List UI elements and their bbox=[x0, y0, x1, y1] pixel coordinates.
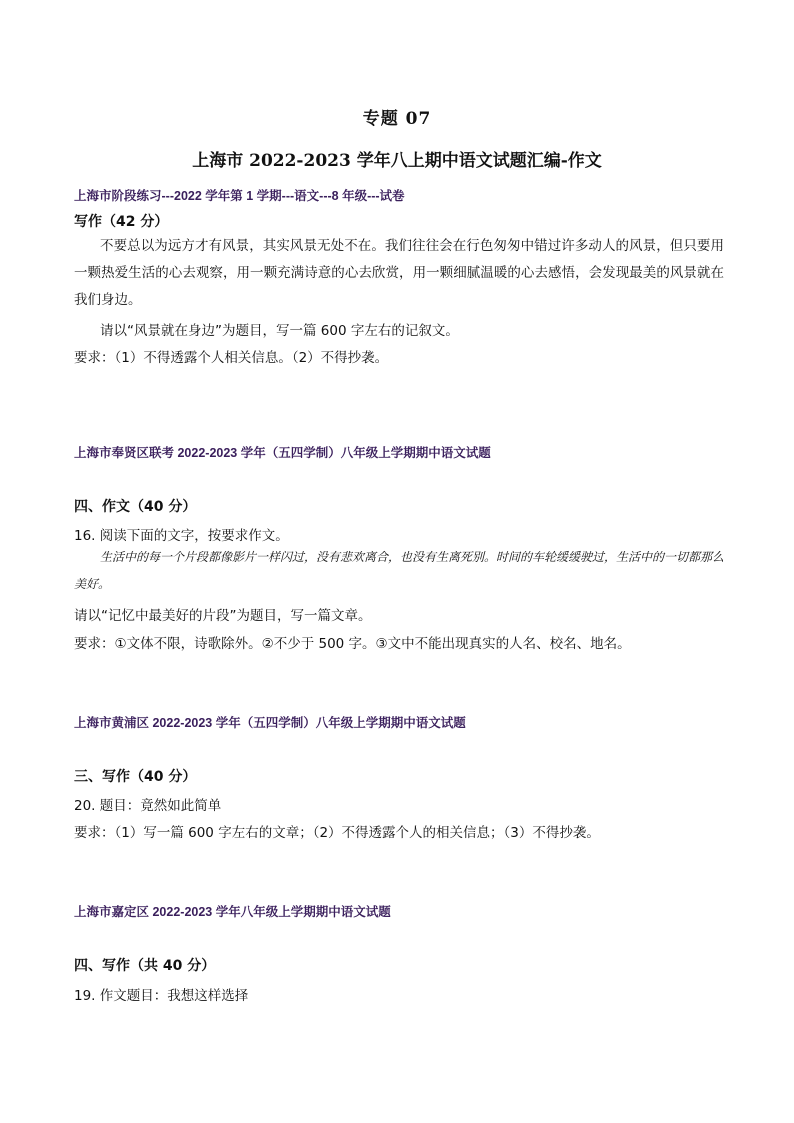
section-source: 上海市嘉定区 2022-2023 学年八年级上学期期中语文试题 bbox=[74, 905, 391, 919]
essay-requirement: 要求：（1）不得透露个人相关信息。（2）不得抄袭。 bbox=[74, 350, 389, 366]
question-text: 16. 阅读下面的文字，按要求作文。 bbox=[74, 528, 289, 544]
section-heading: 四、作文（40 分） bbox=[74, 499, 197, 515]
question-text: 19. 作文题目：我想这样选择 bbox=[74, 988, 249, 1004]
quoted-passage: 生活中的每一个片段都像影片一样闪过，没有悲欢离合，也没有生离死别。时间的车轮缓缓驶过，生活中的一切都那么美好。 bbox=[74, 550, 725, 591]
document-title: 上海市 2022-2023 学年八上期中语文试题汇编-作文 bbox=[192, 151, 602, 171]
section-source: 上海市奉贤区联考 2022-2023 学年（五四学制）八年级上学期期中语文试题 bbox=[74, 446, 491, 460]
section-heading: 四、写作（共 40 分） bbox=[74, 958, 216, 974]
essay-requirement: 要求：①文体不限，诗歌除外。②不少于 500 字。③文中不能出现真实的人名、校名、地名。 bbox=[74, 636, 631, 652]
question-text: 20. 题目：竟然如此简单 bbox=[74, 798, 222, 814]
section-source: 上海市阶段练习---2022 学年第 1 学期---语文---8 年级---试卷 bbox=[74, 189, 405, 203]
section-source: 上海市黄浦区 2022-2023 学年（五四学制）八年级上学期期中语文试题 bbox=[74, 716, 466, 730]
section-heading: 写作（42 分） bbox=[74, 214, 169, 230]
topic-number: 专题 07 bbox=[362, 109, 432, 129]
essay-prompt: 请以“风景就在身边”为题目，写一篇 600 字左右的记叙文。 bbox=[100, 323, 459, 339]
essay-requirement: 要求：（1）写一篇 600 字左右的文章；（2）不得透露个人的相关信息；（3）不得抄袭。 bbox=[74, 825, 600, 841]
section-heading: 三、写作（40 分） bbox=[74, 769, 197, 785]
essay-paragraph: 不要总以为远方才有风景，其实风景无处不在。我们往往会在行色匆匆中错过许多动人的风景，但只要用一颗热爱生活的心去观察，用一颗充满诗意的心去欣赏，用一颗细腻温暖的心去感悟，会发现最美的风景就在我们身边。 bbox=[74, 238, 724, 308]
essay-prompt: 请以“记忆中最美好的片段”为题目，写一篇文章。 bbox=[74, 608, 372, 624]
